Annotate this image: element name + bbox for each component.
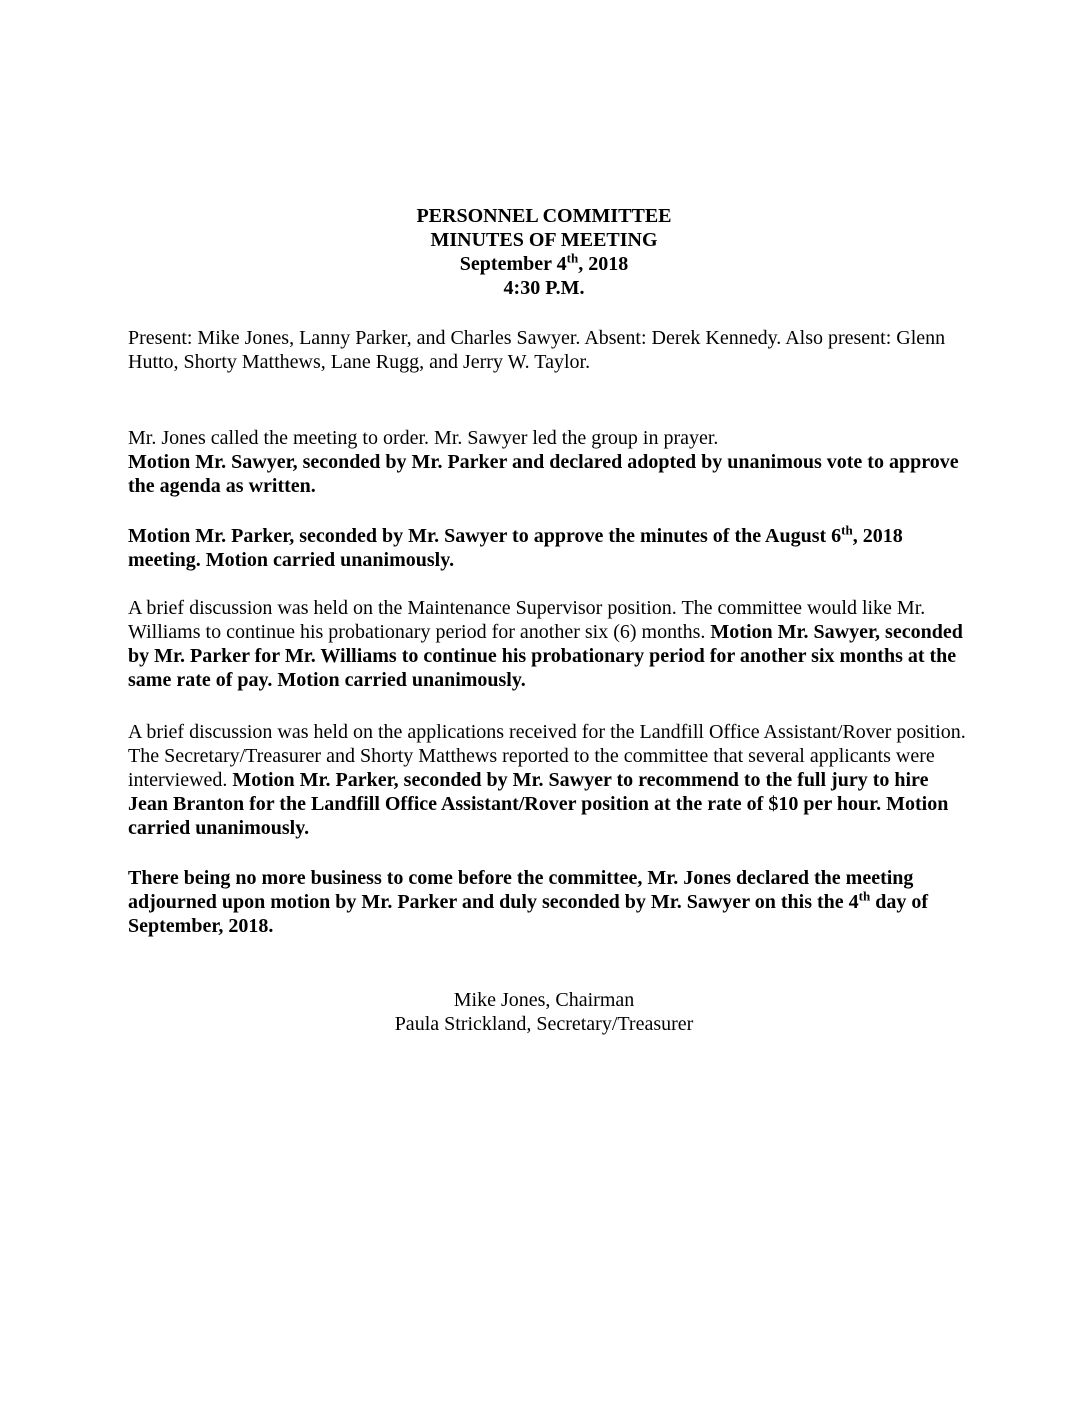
maintenance-discussion-text: A brief discussion was held on the Maintenance Supervisor position. The committee would like Mr. Williams to continue his probationary period for another six (6) months. xyxy=(128,597,926,643)
committee-title: PERSONNEL COMMITTEE xyxy=(416,205,672,227)
minutes-motion-paragraph xyxy=(128,524,968,572)
maintenance-discussion-paragraph xyxy=(128,596,968,692)
document-header xyxy=(0,204,1088,300)
landfill-motion-text: Motion Mr. Parker, seconded by Mr. Sawyer to recommend to the full jury to hire Jean Branton for the Landfill Office Assistant/Rover position at the rate of $10 per hour. Motion carried unanimously. xyxy=(128,769,949,839)
minutes-motion-text-1: Motion Mr. Parker, seconded by Mr. Sawyer to approve the minutes of the August 6 xyxy=(128,525,842,547)
agenda-motion-paragraph: Motion Mr. Sawyer, seconded by Mr. Parker and declared adopted by unanimous vote to approve the agenda as written. xyxy=(128,451,959,497)
adjournment-text-1: There being no more business to come before the committee, Mr. Jones declared the meeting adjourned upon motion by Mr. Parker and duly seconded by Mr. Sawyer on this the 4 xyxy=(128,867,914,913)
maintenance-motion-text: Motion Mr. Sawyer, seconded by Mr. Parker for Mr. Williams to continue his probationary period for another six months at the same rate of pay. Motion carried unanimously. xyxy=(128,621,963,691)
meeting-date-year: , 2018 xyxy=(578,253,629,275)
document-type-title: MINUTES OF MEETING xyxy=(430,229,658,251)
meeting-date-ordinal: th xyxy=(566,250,579,266)
signature-block xyxy=(0,988,1088,1036)
attendance-paragraph: Present: Mike Jones, Lanny Parker, and Charles Sawyer. Absent: Derek Kennedy. Also present: Glenn Hutto, Shorty Matthews, Lane Rugg, and Jerry W. Taylor. xyxy=(128,327,946,373)
secretary-signature: Paula Strickland, Secretary/Treasurer xyxy=(394,1013,694,1035)
adjournment-ordinal: th xyxy=(858,888,871,904)
meeting-time: 4:30 P.M. xyxy=(503,277,585,299)
call-to-order-paragraph: Mr. Jones called the meeting to order. Mr. Sawyer led the group in prayer. xyxy=(128,427,719,449)
landfill-discussion-paragraph xyxy=(128,720,968,840)
adjournment-text-2: day of September, 2018. xyxy=(128,891,929,937)
meeting-date xyxy=(0,252,1088,276)
minutes-motion-text-2: , 2018 meeting. Motion carried unanimously. xyxy=(128,525,903,571)
meeting-date-month-day: September 4 xyxy=(459,253,567,275)
landfill-discussion-text: A brief discussion was held on the applications received for the Landfill Office Assistant/Rover position. The Secretary/Treasurer and Shorty Matthews reported to the committee that several applicants were interviewed. xyxy=(128,721,966,791)
adjournment-paragraph xyxy=(128,866,968,938)
chairman-signature: Mike Jones, Chairman xyxy=(453,989,635,1011)
minutes-motion-ordinal: th xyxy=(841,522,853,538)
